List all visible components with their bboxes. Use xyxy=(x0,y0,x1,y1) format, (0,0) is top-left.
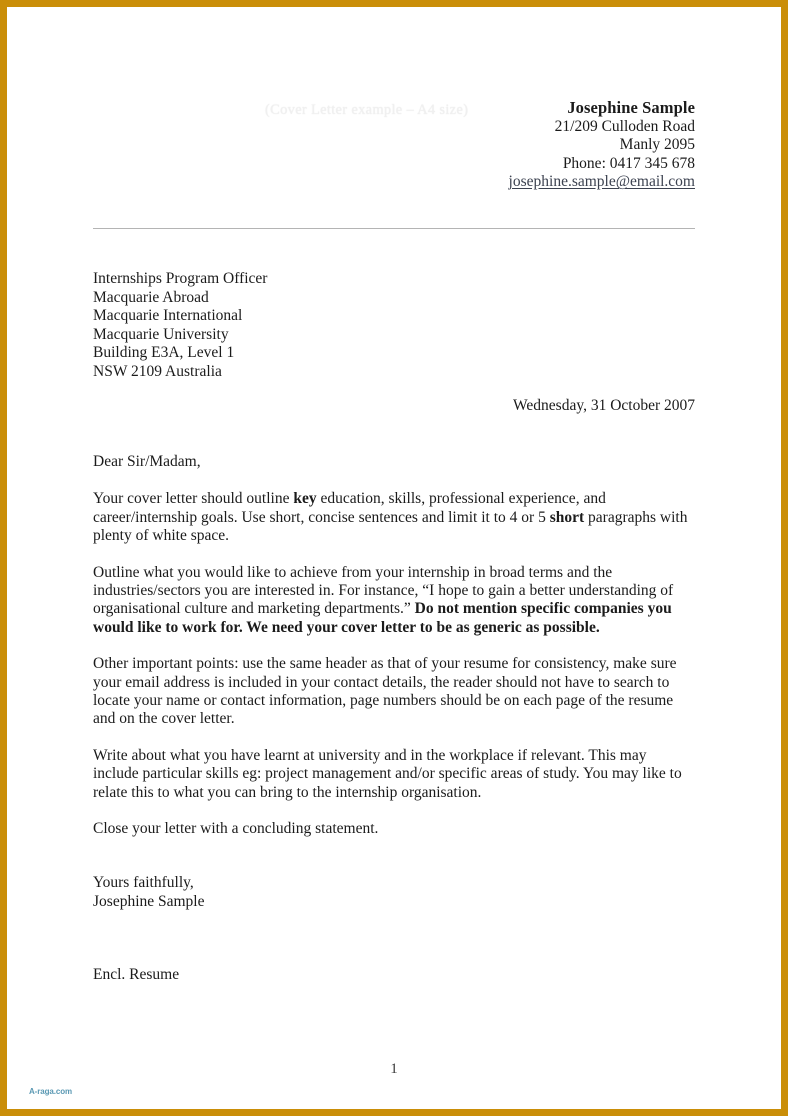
sender-phone: Phone: 0417 345 678 xyxy=(562,154,695,172)
page-number: 1 xyxy=(390,1061,398,1077)
sender-suburb: Manly 2095 xyxy=(619,136,695,154)
recipient-line-1: Internships Program Officer xyxy=(93,270,268,287)
cover-letter-example-note: (Cover Letter example – A4 size) xyxy=(265,102,469,118)
p2-bold-warning: Do not mention specific companies you would like to work for. We need your cover letter to be as generic as possible. xyxy=(93,600,672,636)
recipient-address-block xyxy=(93,270,267,382)
body-paragraph-3: Other important points: use the same header as that of your resume for consistency, make sure your email address is included in your contact details, the reader should not have to search to locate your name or contact information, page numbers should be on each page of the resume and on the cover letter. xyxy=(93,655,677,728)
p1-bold-key: key xyxy=(293,490,317,508)
body-paragraph-4: Write about what you have learnt at university and in the workplace if relevant. This may include particular skills eg: project management and/or specific areas of study. You may like to relate this to what you can bring to the internship organisation. xyxy=(93,746,682,801)
salutation: Dear Sir/Madam, xyxy=(93,453,201,470)
recipient-line-6: NSW 2109 Australia xyxy=(93,362,222,380)
p1-text-b: education, skills, professional experience, and career/internship goals. Use short, concise sentences and limit it to 4 or 5 xyxy=(93,490,606,526)
p2-text-a: Outline what you would like to achieve from your internship in broad terms and the industries/sectors you are interested in. For instance, “I hope to gain a better understanding of organisational culture and marketing departments.” xyxy=(93,563,674,618)
p1-text-a: Your cover letter should outline xyxy=(93,490,294,508)
site-watermark: A-raga.com xyxy=(29,1087,73,1096)
body-paragraph-5: Close your letter with a concluding statement. xyxy=(93,820,379,838)
letterhead xyxy=(93,99,695,205)
p1-bold-short: short xyxy=(549,508,585,526)
body-paragraph-2 xyxy=(93,564,695,638)
letterhead-divider xyxy=(93,228,695,229)
recipient-line-3: Macquarie International xyxy=(93,307,243,325)
sender-email-link[interactable]: josephine.sample@email.com xyxy=(508,173,695,191)
valediction: Yours faithfully, xyxy=(93,874,194,891)
letter-body xyxy=(93,453,695,857)
signature-name: Josephine Sample xyxy=(93,892,205,910)
closing-block xyxy=(93,874,205,911)
enclosure-note: Encl. Resume xyxy=(93,966,180,983)
recipient-line-5: Building E3A, Level 1 xyxy=(93,344,235,362)
sender-name: Josephine Sample xyxy=(567,98,695,117)
sender-contact-block xyxy=(509,99,695,192)
sender-street: 21/209 Culloden Road xyxy=(554,117,695,135)
recipient-line-2: Macquarie Abroad xyxy=(93,288,209,306)
recipient-line-4: Macquarie University xyxy=(93,325,229,343)
letter-date: Wednesday, 31 October 2007 xyxy=(513,397,695,414)
p1-text-c: paragraphs with plenty of white space. xyxy=(93,508,688,545)
body-paragraph-1 xyxy=(93,490,695,545)
document-sheet xyxy=(11,11,777,1097)
